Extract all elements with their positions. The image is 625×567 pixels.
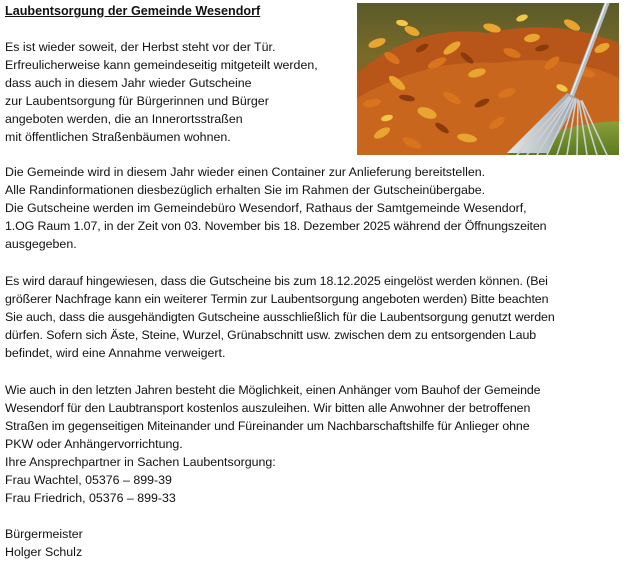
paragraph-line: Straßen im gegenseitigen Miteinander und Füreinander um Nachbarschaftshilfe für Anlieger ohne	[5, 419, 530, 433]
signature-role: Bürgermeister	[5, 527, 83, 541]
intro-line: zur Laubentsorgung für Bürgerinnen und Bürger	[5, 94, 269, 108]
paragraph-line: Wie auch in den letzten Jahren besteht die Möglichkeit, einen Anhänger vom Bauhof der Gemeinde	[5, 383, 541, 397]
paragraph-line: 1.OG Raum 1.07, in der Zeit von 03. November bis 18. Dezember 2025 während der Öffnungszeiten	[5, 219, 547, 233]
paragraph-line: befindet, wird eine Annahme verweigert.	[5, 346, 226, 360]
paragraph-line: Alle Randinformationen diesbezüglich erhalten Sie im Rahmen der Gutscheinübergabe.	[5, 183, 486, 197]
paragraph-line: ausgegeben.	[5, 237, 77, 251]
paragraph-line: Die Gutscheine werden im Gemeindebüro Wesendorf, Rathaus der Samtgemeinde Wesendorf,	[5, 201, 527, 215]
paragraph-line: Es wird darauf hingewiesen, dass die Gutscheine bis zum 18.12.2025 eingelöst werden können. (Bei	[5, 274, 548, 288]
intro-line: angeboten werden, die an Innerortsstraßen	[5, 112, 243, 126]
intro-line: mit öffentlichen Straßenbäumen wohnen.	[5, 130, 231, 144]
intro-line: Es ist wieder soweit, der Herbst steht vor der Tür.	[5, 40, 276, 54]
trailer-paragraph	[5, 381, 620, 507]
intro-line: Erfreulicherweise kann gemeindeseitig mitgeteilt werden,	[5, 58, 318, 72]
paragraph-line: PKW oder Anhängervorrichtung.	[5, 437, 183, 451]
contact-heading: Ihre Ansprechpartner in Sachen Laubentsorgung:	[5, 455, 276, 469]
paragraph-line: Die Gemeinde wird in diesem Jahr wieder einen Container zur Anlieferung bereitstellen.	[5, 165, 486, 179]
paragraph-line: Sie auch, dass die ausgehändigten Gutscheine ausschließlich für die Laubentsorgung genutzt werden	[5, 310, 555, 324]
signature-name: Holger Schulz	[5, 545, 83, 559]
paragraph-line: größerer Nachfrage kann ein weiterer Termin zur Laubentsorgung angeboten werden) Bitte beachten	[5, 292, 549, 306]
signature-block	[5, 525, 620, 561]
paragraph-line: dürfen. Sofern sich Äste, Steine, Wurzel, Grünabschnitt usw. zwischen dem zu entsorgenden Laub	[5, 328, 537, 342]
page-title: Laubentsorgung der Gemeinde Wesendorf	[5, 4, 261, 18]
intro-line: dass auch in diesem Jahr wieder Gutscheine	[5, 76, 252, 90]
autumn-leaves-rake-photo	[357, 3, 619, 155]
intro-paragraph	[5, 38, 355, 146]
contact-wachtel: Frau Wachtel, 05376 – 899-39	[5, 473, 172, 487]
contact-friedrich: Frau Friedrich, 05376 – 899-33	[5, 491, 176, 505]
paragraph-line: Wesendorf für den Laubtransport kostenlos auszuleihen. Wir bitten alle Anwohner der betroffenen	[5, 401, 531, 415]
voucher-notice-paragraph	[5, 272, 620, 362]
container-paragraph	[5, 163, 620, 253]
